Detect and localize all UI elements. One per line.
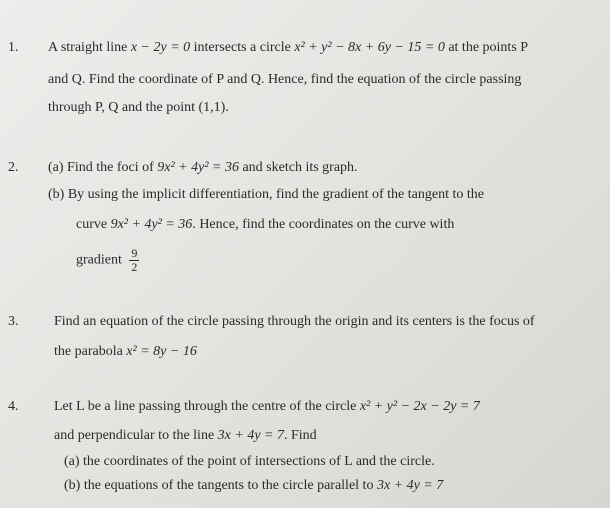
question-1-line-1: A straight line x − 2y = 0 intersects a circle x² + y² − 8x + 6y − 15 = 0 at the points P [48,40,529,55]
question-1-line-3: through P, Q and the point (1,1). [48,100,229,115]
question-4-number: 4. [8,399,19,414]
ellipse-equation: 9x² + 4y² = 36 [157,160,239,175]
question-2b-line-3: gradient $\frac{9}{2}$ [76,246,138,274]
curve-equation: 9x² + 4y² = 36 [110,217,193,232]
circle-equation-q4: x² + y² − 2x − 2y = 7 [359,399,480,414]
question-4-line-2: and perpendicular to the line 3x + 4y = 7. Find [54,428,317,443]
question-1-number: 1. [8,40,19,55]
question-4-line-1: Let L be a line passing through the centre of the circle x² + y² − 2x − 2y = 7 [54,399,480,414]
line-equation: x − 2y = 0 [130,40,191,55]
circle-equation: x² + y² − 8x + 6y − 15 = 0 [294,40,445,55]
question-1-line-2: and Q. Find the coordinate of P and Q. Hence, find the equation of the circle passing [48,72,522,87]
question-3-line-1: Find an equation of the circle passing through the origin and its centers is the focus of [54,314,535,329]
question-4b: (b) the equations of the tangents to the circle parallel to 3x + 4y = 7 [64,478,444,493]
question-4a: (a) the coordinates of the point of intersections of L and the circle. [64,454,435,469]
line-equation-q4: 3x + 4y = 7 [217,428,284,443]
gradient-fraction: $\frac{9}{2}$ [131,246,138,274]
question-2b-line-1: (b) By using the implicit differentiation, find the gradient of the tangent to the [48,187,484,202]
tangent-parallel-equation: 3x + 4y = 7 [376,478,444,493]
question-2a: (a) Find the foci of 9x² + 4y² = 36 and sketch its graph. [48,160,358,175]
question-2b-line-2: curve 9x² + 4y² = 36. Hence, find the coordinates on the curve with [76,217,455,232]
question-2-number: 2. [8,160,19,175]
parabola-equation: x² = 8y − 16 [126,344,197,359]
question-3-number: 3. [8,314,19,329]
question-3-line-2: the parabola x² = 8y − 16 [54,344,197,359]
